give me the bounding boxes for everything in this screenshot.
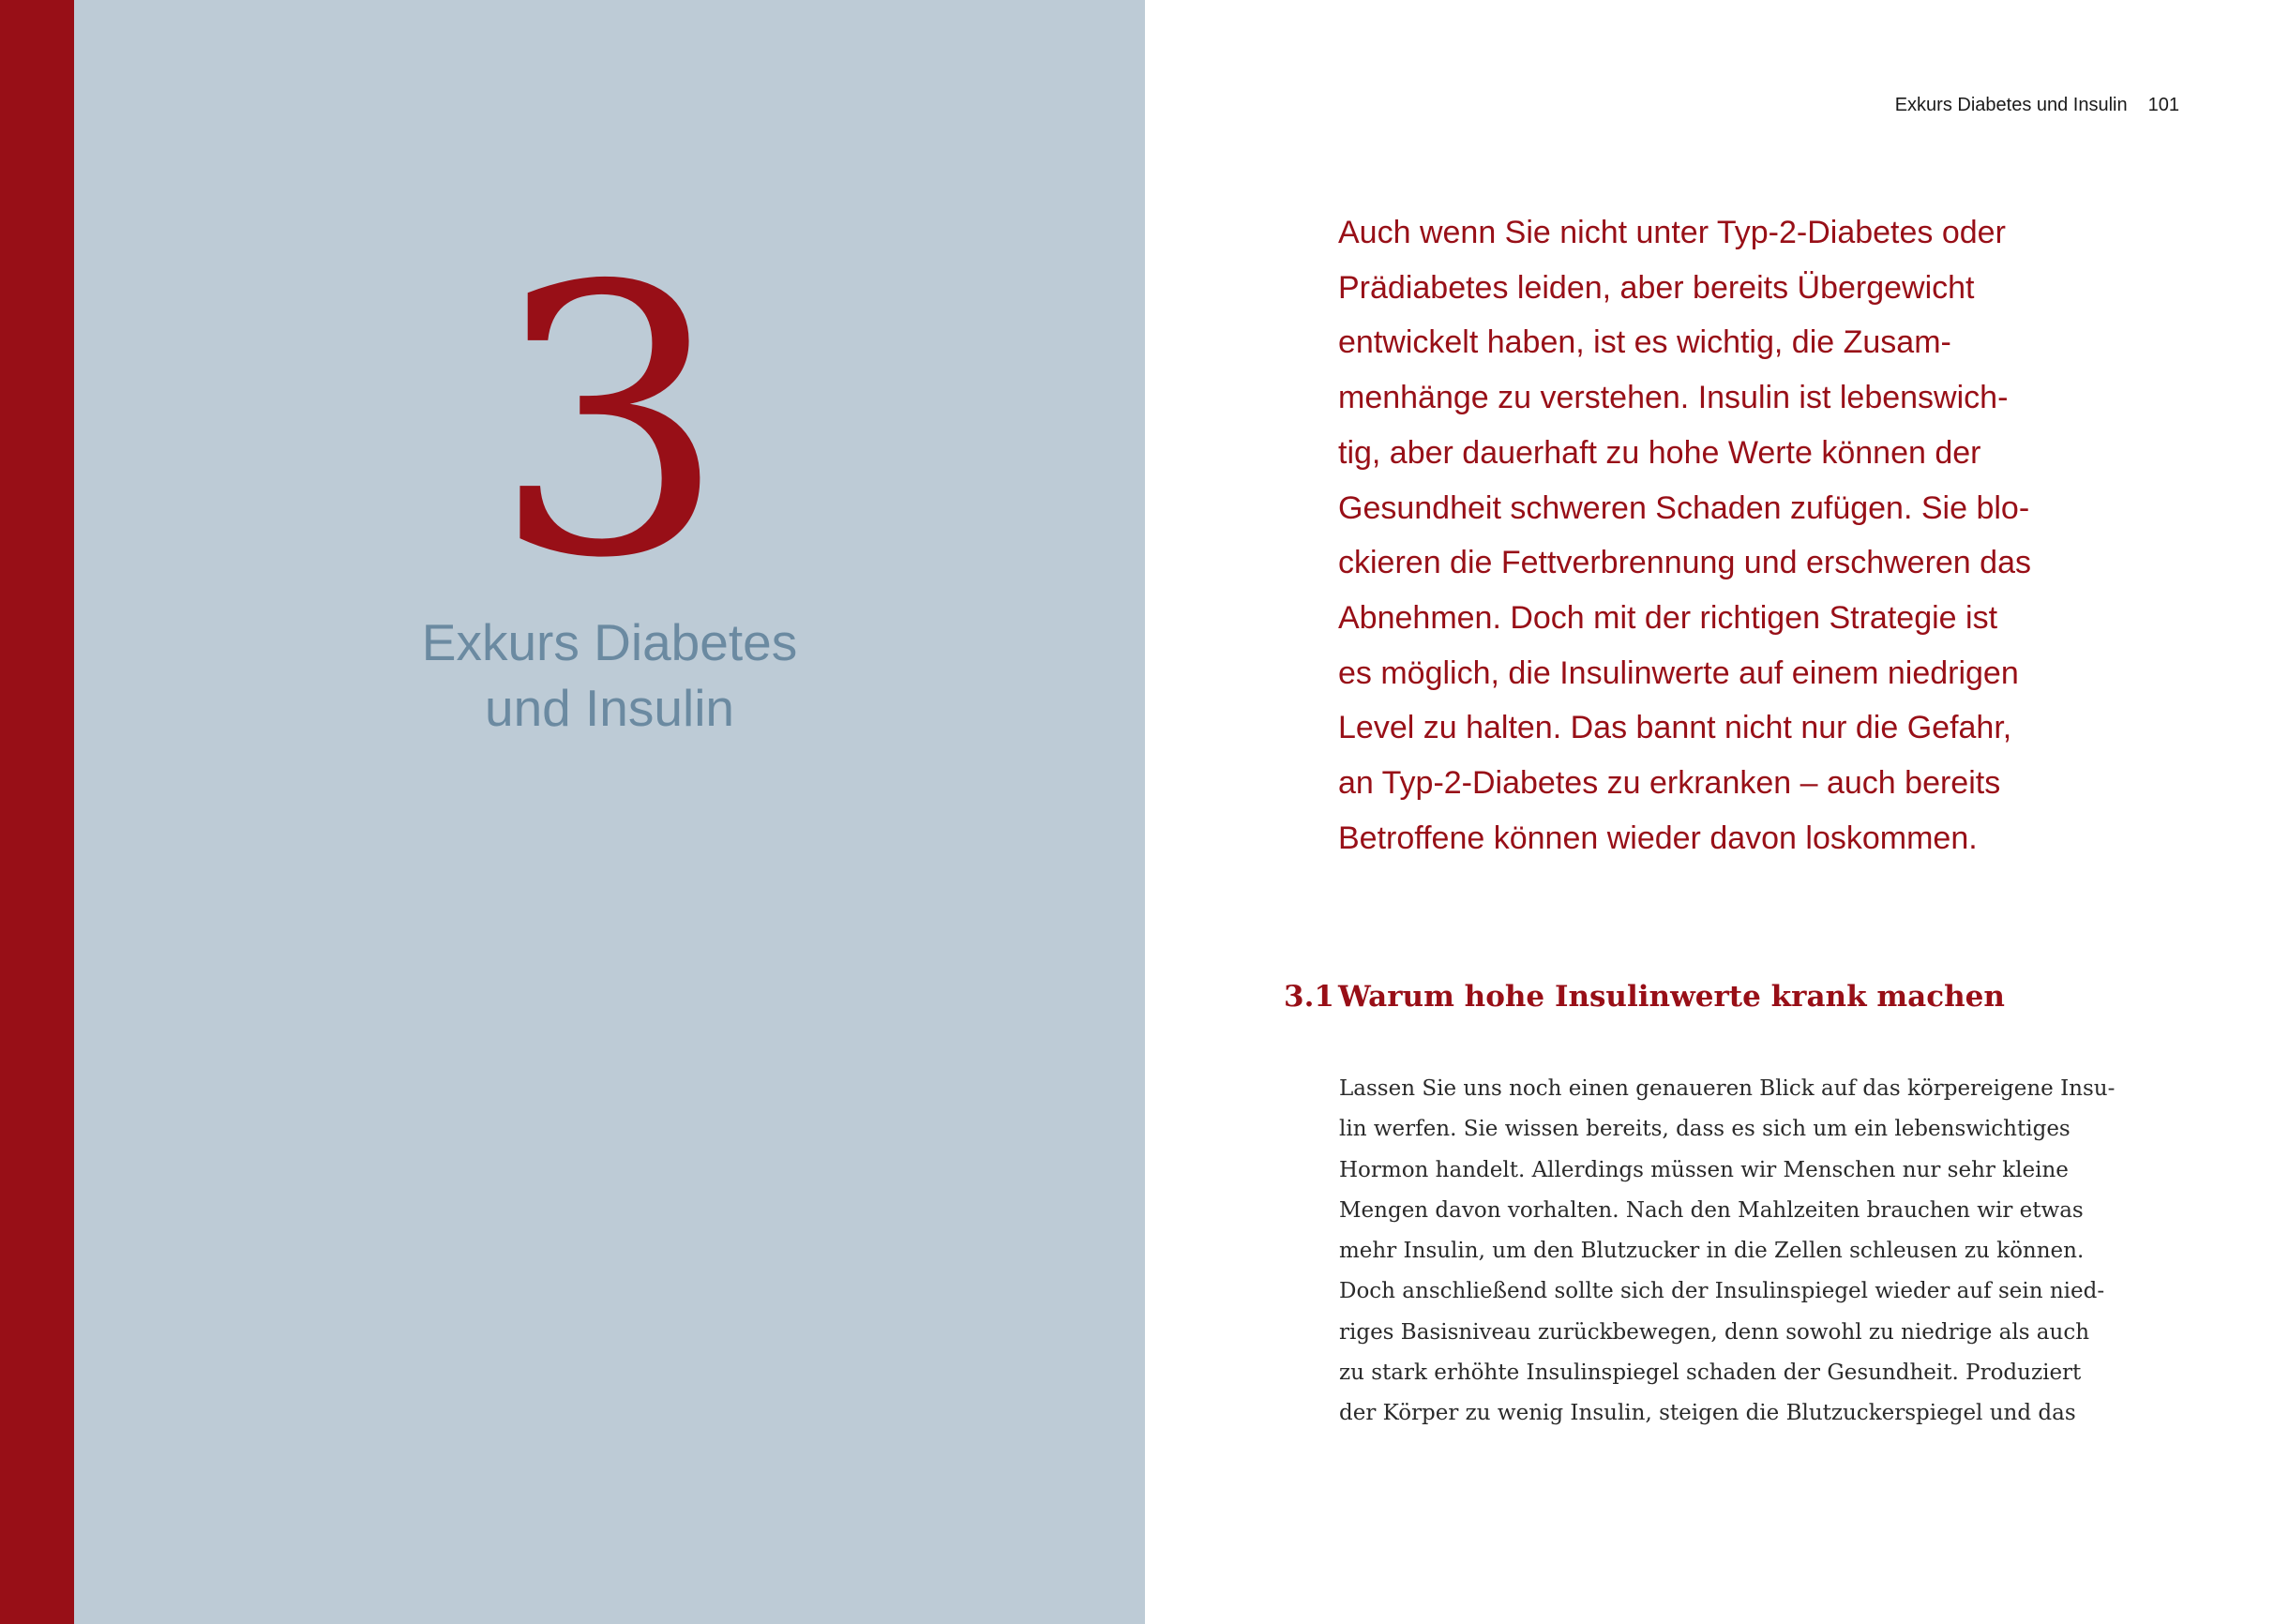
intro-line: an Typ-2-Diabetes zu erkranken – auch bereits [1338,765,2001,802]
body-paragraph [1339,1069,2127,1435]
body-line: Hormon handelt. Allerdings müssen wir Menschen nur sehr kleine [1339,1157,2069,1182]
right-page [1145,0,2289,1624]
intro-line: tig, aber dauerhaft zu hohe Werte können der [1338,434,1981,471]
section-title: Warum hohe Insulinwerte krank machen [1338,980,2005,1014]
intro-line: Auch wenn Sie nicht unter Typ-2-Diabetes oder [1338,215,2006,250]
intro-line: ckieren die Fettverbrennung und erschweren das [1338,545,2031,581]
body-line: Doch anschließend sollte sich der Insulinspiegel wieder auf sein nied- [1339,1279,2105,1304]
body-line: der Körper zu wenig Insulin, steigen die Blutzuckerspiegel und das [1339,1401,2076,1426]
intro-line: Prädiabetes leiden, aber bereits Übergewicht [1338,269,1975,306]
page-number: 101 [2147,95,2179,115]
intro-line: es möglich, die Insulinwerte auf einem niedrigen [1338,654,2019,691]
intro-line: entwickelt haben, ist es wichtig, die Zusam- [1338,324,1951,361]
intro-line: Abnehmen. Doch mit der richtigen Strategie ist [1338,599,1998,636]
intro-line: Betroffene können wieder davon loskommen. [1338,820,1978,856]
body-line: riges Basisniveau zurückbewegen, denn sowohl zu niedrige als auch [1339,1319,2090,1345]
intro-line: menhänge zu verstehen. Insulin ist lebenswich- [1338,380,2009,416]
chapter-title: Exkurs Diabetes und Insulin [421,613,798,737]
section-heading [1284,980,2005,1014]
body-line: lin werfen. Sie wissen bereits, dass es sich um ein lebenswichtiges [1339,1117,2071,1142]
intro-paragraph [1338,205,2163,865]
section-number: 3.1 [1284,980,1334,1014]
body-line: Mengen davon vorhalten. Nach den Mahlzeiten brauchen wir etwas [1339,1197,2084,1223]
chapter-number: 3 [491,208,728,639]
red-edge-strip [0,0,74,1624]
body-line: Lassen Sie uns noch einen genaueren Blick auf das körpereigene Insu- [1339,1076,2116,1101]
intro-line: Gesundheit schweren Schaden zufügen. Sie blo- [1338,489,2030,526]
intro-line: Level zu halten. Das bannt nicht nur die Gefahr, [1338,710,2012,746]
body-line: mehr Insulin, um den Blutzucker in die Zellen schleusen zu können. [1339,1239,2085,1264]
running-head [1895,95,2179,116]
running-head-title: Exkurs Diabetes und Insulin [1894,95,2128,115]
body-line: zu stark erhöhte Insulinspiegel schaden der Gesundheit. Produziert [1339,1361,2082,1386]
